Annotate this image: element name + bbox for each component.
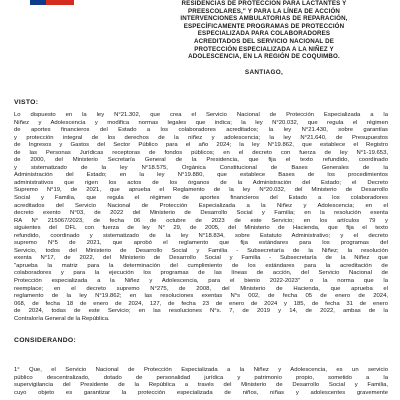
paragraph-line: de las Personas Jurídicas receptoras de fondos públicos; en el decreto con fuerza de ley N°1-19.653, [14,149,388,156]
paragraph-line: exenta N°17, de 2022, del Ministerio de Desarrollo Social y Familia - Subsecretaría de la Niñez que [14,255,388,262]
paragraph-line: de 2024, todas de este Servicio; en las resoluciones N°s. 7, de 2019 y 14, de 2022, ambas de la [14,308,388,315]
title-line: PROTECCIÓN ESPECIALIZADA A LA NIÑEZ Y [194,45,334,53]
paragraph-line: "aprueba la matriz para la determinación del cumplimiento de los estándares para la acreditación de [14,262,388,269]
paragraph-line: reemplace; en el decreto supremo N°275, de 2008, del Ministerio de Hacienda, que aprueba el [14,285,388,292]
title-line: ESPECIALIZADA PARA COLABORADORES [197,30,331,38]
place-date: SANTIAGO, [244,69,284,76]
resolution-title [150,0,378,61]
flag-red-block [46,0,74,5]
paragraph-line: Servicio, todos del Ministerio de Desarrollo Social y Familia - Subsecretaría de la Niñez; la resolución [14,247,388,254]
paragraph-line: Administración del Estado; en la ley N°19.880, que establece Bases de los procedimientos [14,172,388,179]
paragraph-line: de 2000, del Ministerio Secretaría General de la Presidencia, que fija el texto refundido, coordinado [14,157,388,164]
title-line: RESIDENCIAS DE PROTECCIÓN PARA LACTANTES Y [181,0,347,7]
paragraph-line: siguientes del DFL con fuerza de ley N° 29, de 2005, del Ministerio de Hacienda, que fija el texto [14,225,388,232]
title-line: ACREDITADOS DEL SERVICIO NACIONAL DE [193,37,335,45]
paragraph-line: supervigilancia del Presidente de la República a través del Ministerio de Desarrollo Social y Familia, [14,382,388,389]
paragraph-line: administrativos que rigen los actos de los órganos de la Administración del Estado; el Decreto [14,179,388,186]
paragraph-line: cuyo objeto es garantizar la protección especializada de niños, niñas y adolescentes gravemente [14,389,388,396]
flag-blue-block [30,0,46,5]
paragraph-line: y sistematizado de la ley N°18.575, Orgánica Constitucional de Bases Generales de la [14,164,388,171]
paragraph-line: y protección integral de los derechos de la niñez y adolescencia; la ley N°21.640, de Presupuestos [14,134,388,141]
visto-paragraph [14,112,388,323]
paragraph-line: refundido, coordinado y sistematizado de la ley N°18.834, sobre Estatuto Administrativo; y el decreto [14,232,388,239]
paragraph-line: 068, de fecha 18 de enero de 2024, 127, de fecha 23 de enero de 2024 y 185, de fecha 31 de enero [14,300,388,307]
considerando-paragraph [14,367,388,397]
paragraph-line: reglamento de la ley N°19.862; en las resoluciones exentas N°s 002, de fecha 05 de enero de 2024, [14,293,388,300]
paragraph-line: de aportes financieros del Estado a los colaboradores acreditados; la ley N°21.430, sobre garantías [14,127,388,134]
paragraph-line: 1° Que, el Servicio Nacional de Protección Especializada a la Niñez y Adolescencia, es un servicio [14,367,388,373]
paragraph-line: Protección especializada a la Niñez y Adolescencia, para el bienio 2022-2023" o la norma que la [14,278,388,285]
paragraph-line: Lo dispuesto en la ley N°21.302, que crea el Servicio Nacional de Protección Especializada a la [14,112,388,118]
title-line: ADOLESCENCIA, EN LA REGIÓN DE COQUIMBO. [188,53,340,61]
paragraph-line: público descentralizado, dotado de personalidad jurídica y patrimonio propio, sometido a la [14,374,388,381]
paragraph-line: Niñez y Adolescencia y modifica normas legales que indica; la ley N°20.032, que regula el régimen [14,119,388,126]
paragraph-line: colaboradores y para la ejecución los programas de las líneas de acción, del Servicio Nacional de [14,270,388,277]
paragraph-line: de Ingresos y Gastos del Sector Público para el año 2024; la ley N°19.862, que establece el Registro [14,142,388,149]
title-line: ESPECÍFICAMENTE PROGRAMAS DE PROTECCIÓN [183,22,345,30]
title-line: INTERVENCIONES AMBULATORIAS DE REPARACIÓN, [180,15,348,23]
paragraph-line: acreditados del Servicio Nacional de Protección Especializada a la Niñez y Adolescencia; en el [14,202,388,209]
paragraph-line: RA N° 215067/2023, de fecha 06 de octubre de 2023 de este Servicio; en los artículos 79 y [14,217,388,224]
paragraph-line: Supremo N°19, de 2021, que aprueba el Reglamento de la ley N°20.032, del Ministerio de Desarrollo [14,187,388,194]
title-line: PREESCOLARES," Y PARA LA LÍNEA DE ACCIÓN [187,7,341,15]
paragraph-line: decreto exento N°03, de 2022 del Ministerio de Desarrollo Social y Familia; en la resolución exenta [14,210,388,217]
paragraph-line: supremo N°5 de 2021, que aprobó el reglamento que fija estándares para los programas del [14,240,388,247]
considerando-heading: CONSIDERANDO: [14,337,77,344]
flag-stripe [30,0,74,5]
paragraph-line: Contraloría General de la República. [14,315,110,322]
visto-heading: VISTO: [14,99,39,106]
paragraph-line: Social y Familia, que regula el régimen de aportes financieros del Estado a los colaboradores [14,195,388,202]
government-logo [30,0,74,20]
